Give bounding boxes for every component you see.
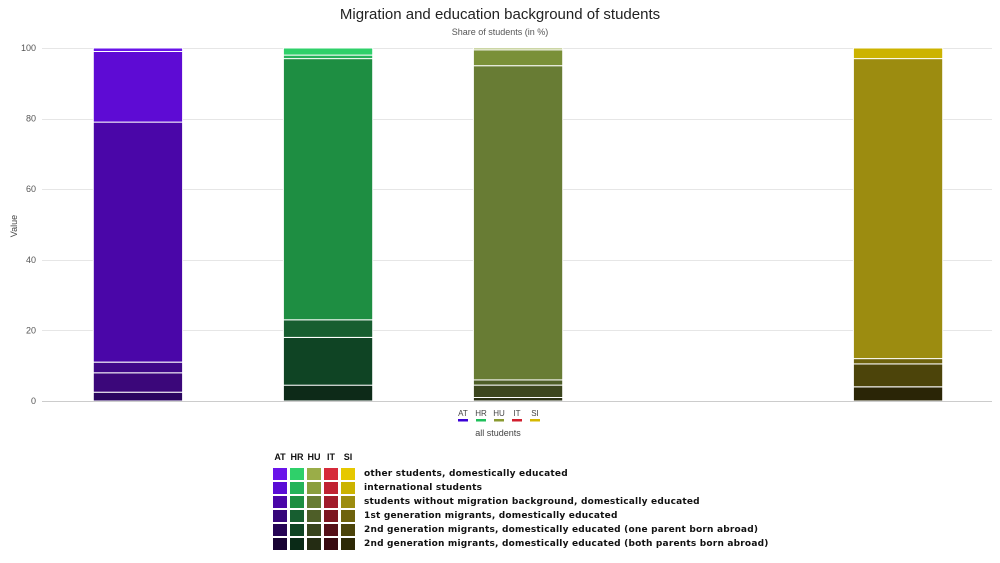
legend-label: 2nd generation migrants, domestically educated (both parents born abroad)	[364, 539, 769, 549]
legend-swatch	[273, 482, 287, 494]
legend-swatch	[290, 510, 304, 522]
legend-swatch	[307, 496, 321, 508]
bar-segment-hr-2[interactable]	[283, 320, 372, 338]
bar-segment-at-1[interactable]	[93, 373, 182, 392]
x-category-label: HU	[493, 409, 505, 418]
bar-segment-at-5[interactable]	[93, 48, 182, 52]
legend-swatch	[341, 538, 355, 550]
legend-swatch	[324, 496, 338, 508]
legend-row[interactable]	[273, 538, 770, 550]
legend-swatch	[324, 482, 338, 494]
legend-row[interactable]	[273, 482, 770, 494]
bar-segment-at-0[interactable]	[93, 392, 182, 401]
legend-swatch	[273, 510, 287, 522]
legend-label: international students	[364, 483, 483, 493]
y-tick-label: 0	[30, 396, 36, 406]
legend-swatch	[307, 468, 321, 480]
legend-label: 1st generation migrants, domestically educated	[364, 511, 618, 521]
legend-swatch	[324, 510, 338, 522]
x-category-label: AT	[458, 409, 468, 418]
y-tick-label: 80	[25, 113, 36, 124]
legend-swatch	[341, 524, 355, 536]
y-tick-labels	[21, 43, 36, 406]
bars	[93, 48, 942, 401]
legend-swatch	[273, 468, 287, 480]
y-tick-label: 40	[25, 254, 36, 265]
legend-table	[270, 450, 773, 552]
legend-swatch	[341, 510, 355, 522]
legend-swatch	[290, 496, 304, 508]
legend-column-header: AT	[274, 452, 286, 462]
x-category-label: HR	[475, 409, 487, 418]
x-category-color-marker	[458, 419, 468, 422]
legend-swatch	[273, 524, 287, 536]
legend-swatch	[324, 468, 338, 480]
bar-segment-hu-2[interactable]	[473, 380, 562, 385]
bar-segment-hr-3[interactable]	[283, 59, 372, 320]
legend-swatch	[324, 524, 338, 536]
bar-segment-hr-4[interactable]	[283, 55, 372, 59]
legend-swatch	[307, 524, 321, 536]
bar-segment-si-3[interactable]	[853, 59, 942, 359]
y-tick-label: 20	[25, 325, 36, 336]
bar-segment-si-1[interactable]	[853, 364, 942, 387]
x-category-color-marker	[512, 419, 522, 422]
x-axis-label: all students	[475, 428, 521, 438]
bar-segment-hu-3[interactable]	[473, 66, 562, 380]
legend-swatch	[290, 482, 304, 494]
bar-segment-hu-1[interactable]	[473, 385, 562, 397]
y-tick-label: 60	[25, 184, 36, 195]
x-category-label: SI	[531, 409, 539, 418]
legend-swatch	[290, 524, 304, 536]
x-category-color-marker	[494, 419, 504, 422]
bar-segment-hu-5[interactable]	[473, 48, 562, 50]
legend-swatch	[273, 496, 287, 508]
legend-label: 2nd generation migrants, domestically educated (one parent born abroad)	[364, 525, 759, 535]
legend-column-header: IT	[327, 452, 335, 462]
y-axis-label: Value	[9, 214, 19, 238]
bar-segment-hr-5[interactable]	[283, 48, 372, 55]
legend-column-header: HU	[307, 452, 321, 462]
x-category-color-marker	[476, 419, 486, 422]
x-category-legend	[458, 409, 540, 422]
legend-swatch	[307, 510, 321, 522]
legend-row[interactable]	[273, 524, 770, 536]
legend-column-header: HR	[290, 452, 304, 462]
legend-swatch	[324, 538, 338, 550]
bar-segment-hu-0[interactable]	[473, 398, 562, 402]
x-category-label: IT	[513, 409, 521, 418]
chart-subtitle: Share of students (in %)	[451, 27, 549, 37]
bar-segment-hu-4[interactable]	[473, 50, 562, 66]
legend-swatch	[273, 538, 287, 550]
bar-segment-at-4[interactable]	[93, 52, 182, 123]
x-category-color-marker	[530, 419, 540, 422]
legend	[270, 450, 773, 552]
legend-swatch	[290, 468, 304, 480]
bar-segment-at-3[interactable]	[93, 122, 182, 362]
legend-column-header: SI	[343, 452, 353, 462]
legend-row[interactable]	[273, 496, 770, 508]
legend-label: students without migration background, domestically educated	[364, 497, 700, 507]
y-tick-label: 100	[20, 43, 36, 53]
bar-segment-hr-1[interactable]	[283, 338, 372, 386]
legend-swatch	[307, 538, 321, 550]
chart-title: Migration and education background of students	[339, 6, 661, 23]
legend-label: other students, domestically educated	[364, 469, 568, 479]
bar-segment-si-2[interactable]	[853, 359, 942, 364]
legend-row[interactable]	[273, 468, 770, 480]
bar-segment-hr-0[interactable]	[283, 385, 372, 401]
legend-swatch	[341, 496, 355, 508]
legend-swatch	[341, 468, 355, 480]
legend-swatch	[307, 482, 321, 494]
legend-swatch	[341, 482, 355, 494]
bar-segment-at-2[interactable]	[93, 362, 182, 373]
bar-segment-si-0[interactable]	[853, 387, 942, 401]
legend-row[interactable]	[273, 510, 770, 522]
bar-segment-si-4[interactable]	[853, 48, 942, 59]
legend-swatch	[290, 538, 304, 550]
